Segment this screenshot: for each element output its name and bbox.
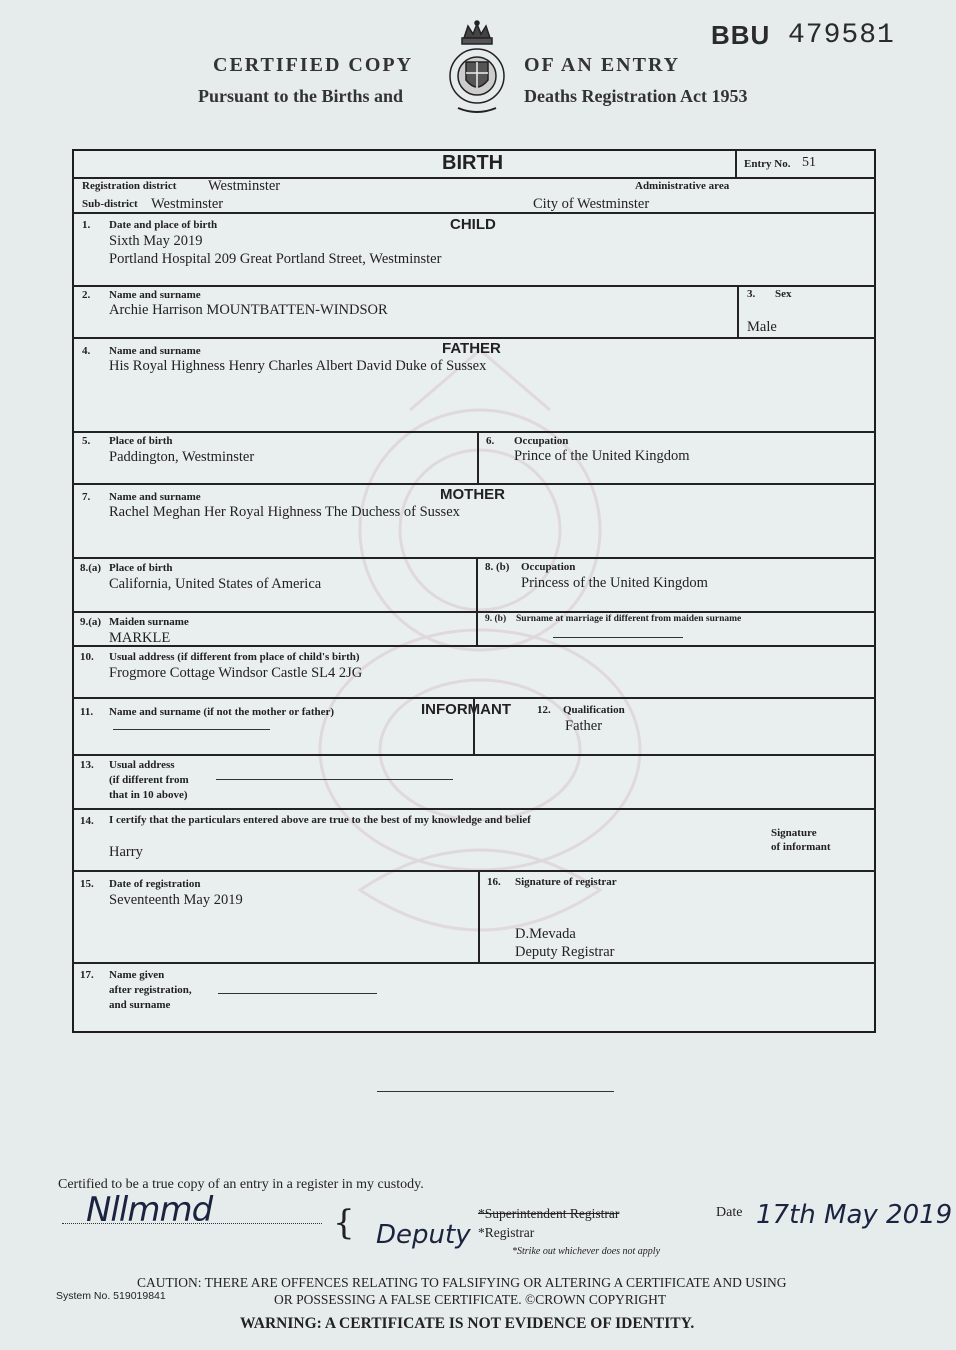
surname-at-marriage-blank	[553, 637, 683, 638]
mother-birthplace-label: Place of birth	[109, 562, 173, 574]
informant-name-blank	[113, 729, 270, 730]
serial-prefix: BBU	[711, 20, 771, 50]
handwritten-deputy: Deputy	[376, 1220, 471, 1250]
entry-number-label: Entry No.	[744, 158, 791, 170]
mother-occupation-value: Princess of the United Kingdom	[521, 575, 708, 591]
field-number: 7.	[82, 491, 91, 503]
qualification-value: Father	[565, 718, 603, 734]
field-number: 9.(a)	[80, 616, 102, 628]
mother-heading: MOTHER	[440, 486, 505, 503]
sex-label: Sex	[775, 288, 792, 300]
child-name-label: Name and surname	[109, 289, 201, 301]
informant-address-blank	[216, 779, 453, 780]
informant-signature-value: Harry	[109, 844, 143, 860]
form-title: BIRTH	[442, 152, 504, 174]
informant-address-label: Usual address	[109, 759, 175, 771]
informant-address-label-2: (if different from	[109, 774, 189, 786]
field-number: 5.	[82, 435, 91, 447]
date-of-birth-value: Sixth May 2019	[109, 233, 203, 249]
father-name-label: Name and surname	[109, 345, 201, 357]
certifying-signature: Nllmmd	[86, 1190, 213, 1230]
superintendent-registrar-struck: *Superintendent Registrar	[478, 1206, 620, 1221]
father-occupation-label: Occupation	[514, 435, 569, 447]
maiden-surname-value: MARKLE	[109, 630, 171, 646]
field-number: 6.	[486, 435, 495, 447]
administrative-area-label: Administrative area	[635, 180, 730, 192]
field-number: 14.	[80, 815, 94, 827]
name-after-registration-blank	[218, 993, 377, 994]
entry-number: 51	[802, 155, 816, 170]
field-number: 8.(a)	[80, 562, 102, 574]
name-after-registration-label: Name given	[109, 969, 165, 981]
field-number: 3.	[747, 288, 756, 300]
field-number: 13.	[80, 759, 94, 771]
name-after-registration-label-3: and surname	[109, 999, 171, 1011]
date-of-registration-label: Date of registration	[109, 878, 201, 890]
registrar-label: *Registrar	[478, 1225, 535, 1240]
usual-address-value: Frogmore Cottage Windsor Castle SL4 2JG	[109, 665, 363, 681]
signature-of-informant-label-2: of informant	[771, 841, 831, 853]
father-birthplace-value: Paddington, Westminster	[109, 449, 255, 465]
field-number: 2.	[82, 289, 91, 301]
name-after-registration-label-2: after registration,	[109, 984, 192, 996]
field-number: 8. (b)	[485, 561, 510, 573]
date-place-birth-label: Date and place of birth	[109, 219, 218, 231]
brace-icon: {	[333, 1203, 355, 1243]
qualification-label: Qualification	[563, 704, 625, 716]
registration-district-value: Westminster	[208, 178, 281, 194]
mother-occupation-label: Occupation	[521, 561, 576, 573]
father-name-value: His Royal Highness Henry Charles Albert David Duke of Sussex	[109, 358, 487, 374]
field-number: 9. (b)	[485, 614, 507, 624]
title-left: CERTIFIED COPY	[213, 54, 414, 76]
serial-number: 479581	[788, 20, 895, 51]
informant-address-label-3: that in 10 above)	[109, 789, 188, 801]
caution-line-1: CAUTION: THERE ARE OFFENCES RELATING TO FALSIFYING OR ALTERING A CERTIFICATE AND USING	[137, 1275, 787, 1290]
informant-heading: INFORMANT	[421, 701, 511, 718]
date-of-registration-value: Seventeenth May 2019	[109, 892, 243, 908]
field-number: 10.	[80, 651, 94, 663]
sex-value: Male	[747, 319, 777, 335]
caution-line-2: OR POSSESSING A FALSE CERTIFICATE. ©CROWN COPYRIGHT	[274, 1292, 667, 1307]
certified-true-copy-text: Certified to be a true copy of an entry in a register in my custody.	[58, 1177, 424, 1192]
surname-at-marriage-label: Surname at marriage if different from maiden surname	[516, 614, 742, 624]
registrar-title-value: Deputy Registrar	[515, 944, 615, 960]
blank-line	[377, 1091, 614, 1092]
field-number: 12.	[537, 704, 551, 716]
father-heading: FATHER	[442, 340, 501, 357]
subtitle-right: Deaths Registration Act 1953	[524, 86, 748, 106]
usual-address-label: Usual address (if different from place of child's birth)	[109, 651, 360, 663]
certification-statement: I certify that the particulars entered above are true to the best of my knowledge and belief	[109, 814, 531, 826]
field-number: 4.	[82, 345, 91, 357]
field-number: 1.	[82, 219, 91, 231]
place-of-birth-value: Portland Hospital 209 Great Portland Street, Westminster	[109, 251, 442, 267]
registrar-name-value: D.Mevada	[515, 926, 576, 942]
field-number: 16.	[487, 876, 501, 888]
maiden-surname-label: Maiden surname	[109, 616, 189, 628]
registration-district-label: Registration district	[82, 180, 177, 192]
father-birthplace-label: Place of birth	[109, 435, 173, 447]
sub-district-label: Sub-district	[82, 198, 138, 210]
mother-name-value: Rachel Meghan Her Royal Highness The Duchess of Sussex	[109, 504, 460, 520]
child-heading: CHILD	[450, 216, 496, 233]
father-occupation-value: Prince of the United Kingdom	[514, 448, 690, 464]
subtitle-left: Pursuant to the Births and	[198, 86, 404, 106]
field-number: 11.	[80, 706, 94, 718]
registrar-signature-label: Signature of registrar	[515, 876, 617, 888]
informant-name-label: Name and surname (if not the mother or father)	[109, 706, 335, 718]
strike-out-note: *Strike out whichever does not apply	[512, 1246, 661, 1257]
title-right: OF AN ENTRY	[524, 54, 681, 76]
royal-crest-icon	[444, 20, 510, 116]
system-number: System No. 519019841	[56, 1290, 166, 1302]
administrative-area-value: City of Westminster	[533, 196, 650, 212]
mother-birthplace-value: California, United States of America	[109, 576, 322, 592]
sub-district-value: Westminster	[151, 196, 224, 212]
identity-warning: WARNING: A CERTIFICATE IS NOT EVIDENCE OF IDENTITY.	[240, 1315, 695, 1332]
date-label: Date	[716, 1205, 743, 1220]
handwritten-date: 17th May 2019	[756, 1200, 953, 1230]
mother-name-label: Name and surname	[109, 491, 201, 503]
field-number: 17.	[80, 969, 94, 981]
signature-of-informant-label: Signature	[771, 827, 817, 839]
child-name-value: Archie Harrison MOUNTBATTEN-WINDSOR	[109, 302, 388, 318]
field-number: 15.	[80, 878, 94, 890]
